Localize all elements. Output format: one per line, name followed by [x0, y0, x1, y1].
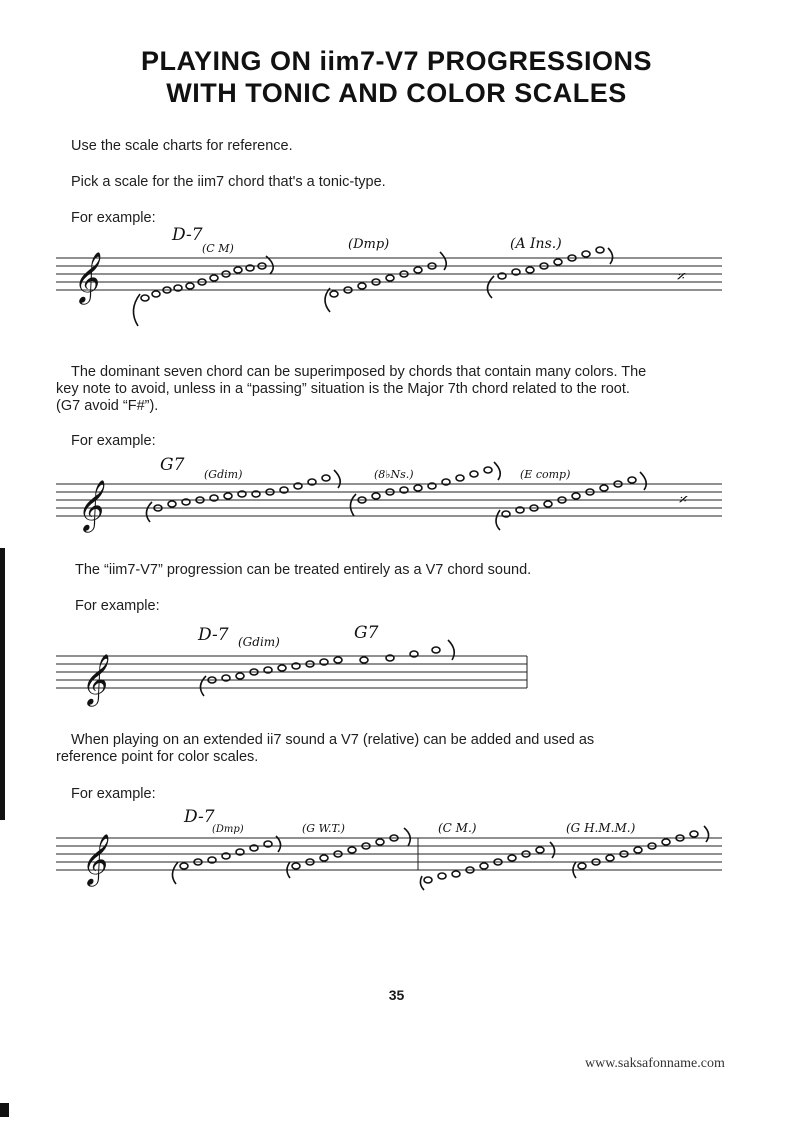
example-3-scale-1: (Gdim) [238, 635, 280, 649]
page-title-line2: WITH TONIC AND COLOR SCALES [166, 78, 627, 108]
example-2-scale-1: (Gdim) [204, 468, 243, 481]
page-number: 35 [388, 987, 405, 1003]
paragraph-dominant-line3: (G7 avoid “F#”). [56, 398, 159, 414]
example-4-chord: D-7 [184, 807, 215, 827]
example-4-scale-2: (G W.T.) [302, 822, 345, 835]
example-1-scale-1: (C M) [202, 242, 234, 255]
treble-clef-icon: 𝄞 [76, 480, 103, 531]
paragraph-extended-line1: When playing on an extended ii7 sound a V7 (relative) can be added and used as [71, 732, 595, 748]
scan-corner-mark [0, 1103, 9, 1117]
paragraph-iim7-v7: The “iim7-V7” progression can be treated entirely as a V7 chord sound. [75, 562, 532, 578]
note-run-4 [172, 826, 708, 890]
example-2-chord: G7 [160, 455, 185, 475]
example-4-scale-4: (G H.M.M.) [566, 821, 636, 835]
treble-clef-icon: 𝄞 [80, 654, 107, 705]
paragraph-dominant-line1: The dominant seven chord can be superimposed by chords that contain many colors. The [71, 364, 647, 380]
for-example-label-3: For example: [75, 598, 160, 614]
scan-edge-bar [0, 548, 5, 820]
example-3-chord-1: D-7 [198, 625, 229, 645]
for-example-label-1: For example: [71, 210, 156, 226]
for-example-label-2: For example: [71, 433, 156, 449]
paragraph-pick-scale: Pick a scale for the iim7 chord that's a tonic-type. [71, 174, 386, 190]
example-1-scale-2: (Dmp) [348, 237, 390, 252]
example-2-scale-3: (E comp) [520, 468, 571, 481]
paragraph-dominant-line2: key note to avoid, unless in a “passing” situation is the Major 7th chord related to the root. [56, 381, 630, 397]
example-3-chord-2: G7 [354, 623, 379, 643]
end-mark-icon: 𝄎 [678, 490, 686, 509]
for-example-label-4: For example: [71, 786, 156, 802]
example-1-chord: D-7 [172, 225, 203, 245]
paragraph-extended-line2: reference point for color scales. [56, 749, 259, 765]
page-title-line1: PLAYING ON iim7-V7 PROGRESSIONS [140, 46, 653, 76]
example-4-scale-3: (C M.) [438, 821, 477, 835]
treble-clef-icon: 𝄞 [72, 252, 99, 303]
end-mark-icon: 𝄎 [676, 267, 684, 286]
example-1-scale-3: (A Ins.) [510, 236, 562, 252]
example-4-scale-1: (Dmp) [212, 824, 244, 835]
paragraph-scale-charts: Use the scale charts for reference. [71, 138, 293, 154]
treble-clef-icon: 𝄞 [80, 834, 107, 885]
website-watermark: www.saksafonname.com [585, 1056, 725, 1071]
example-2-scale-2: (8♭Ns.) [374, 468, 414, 481]
